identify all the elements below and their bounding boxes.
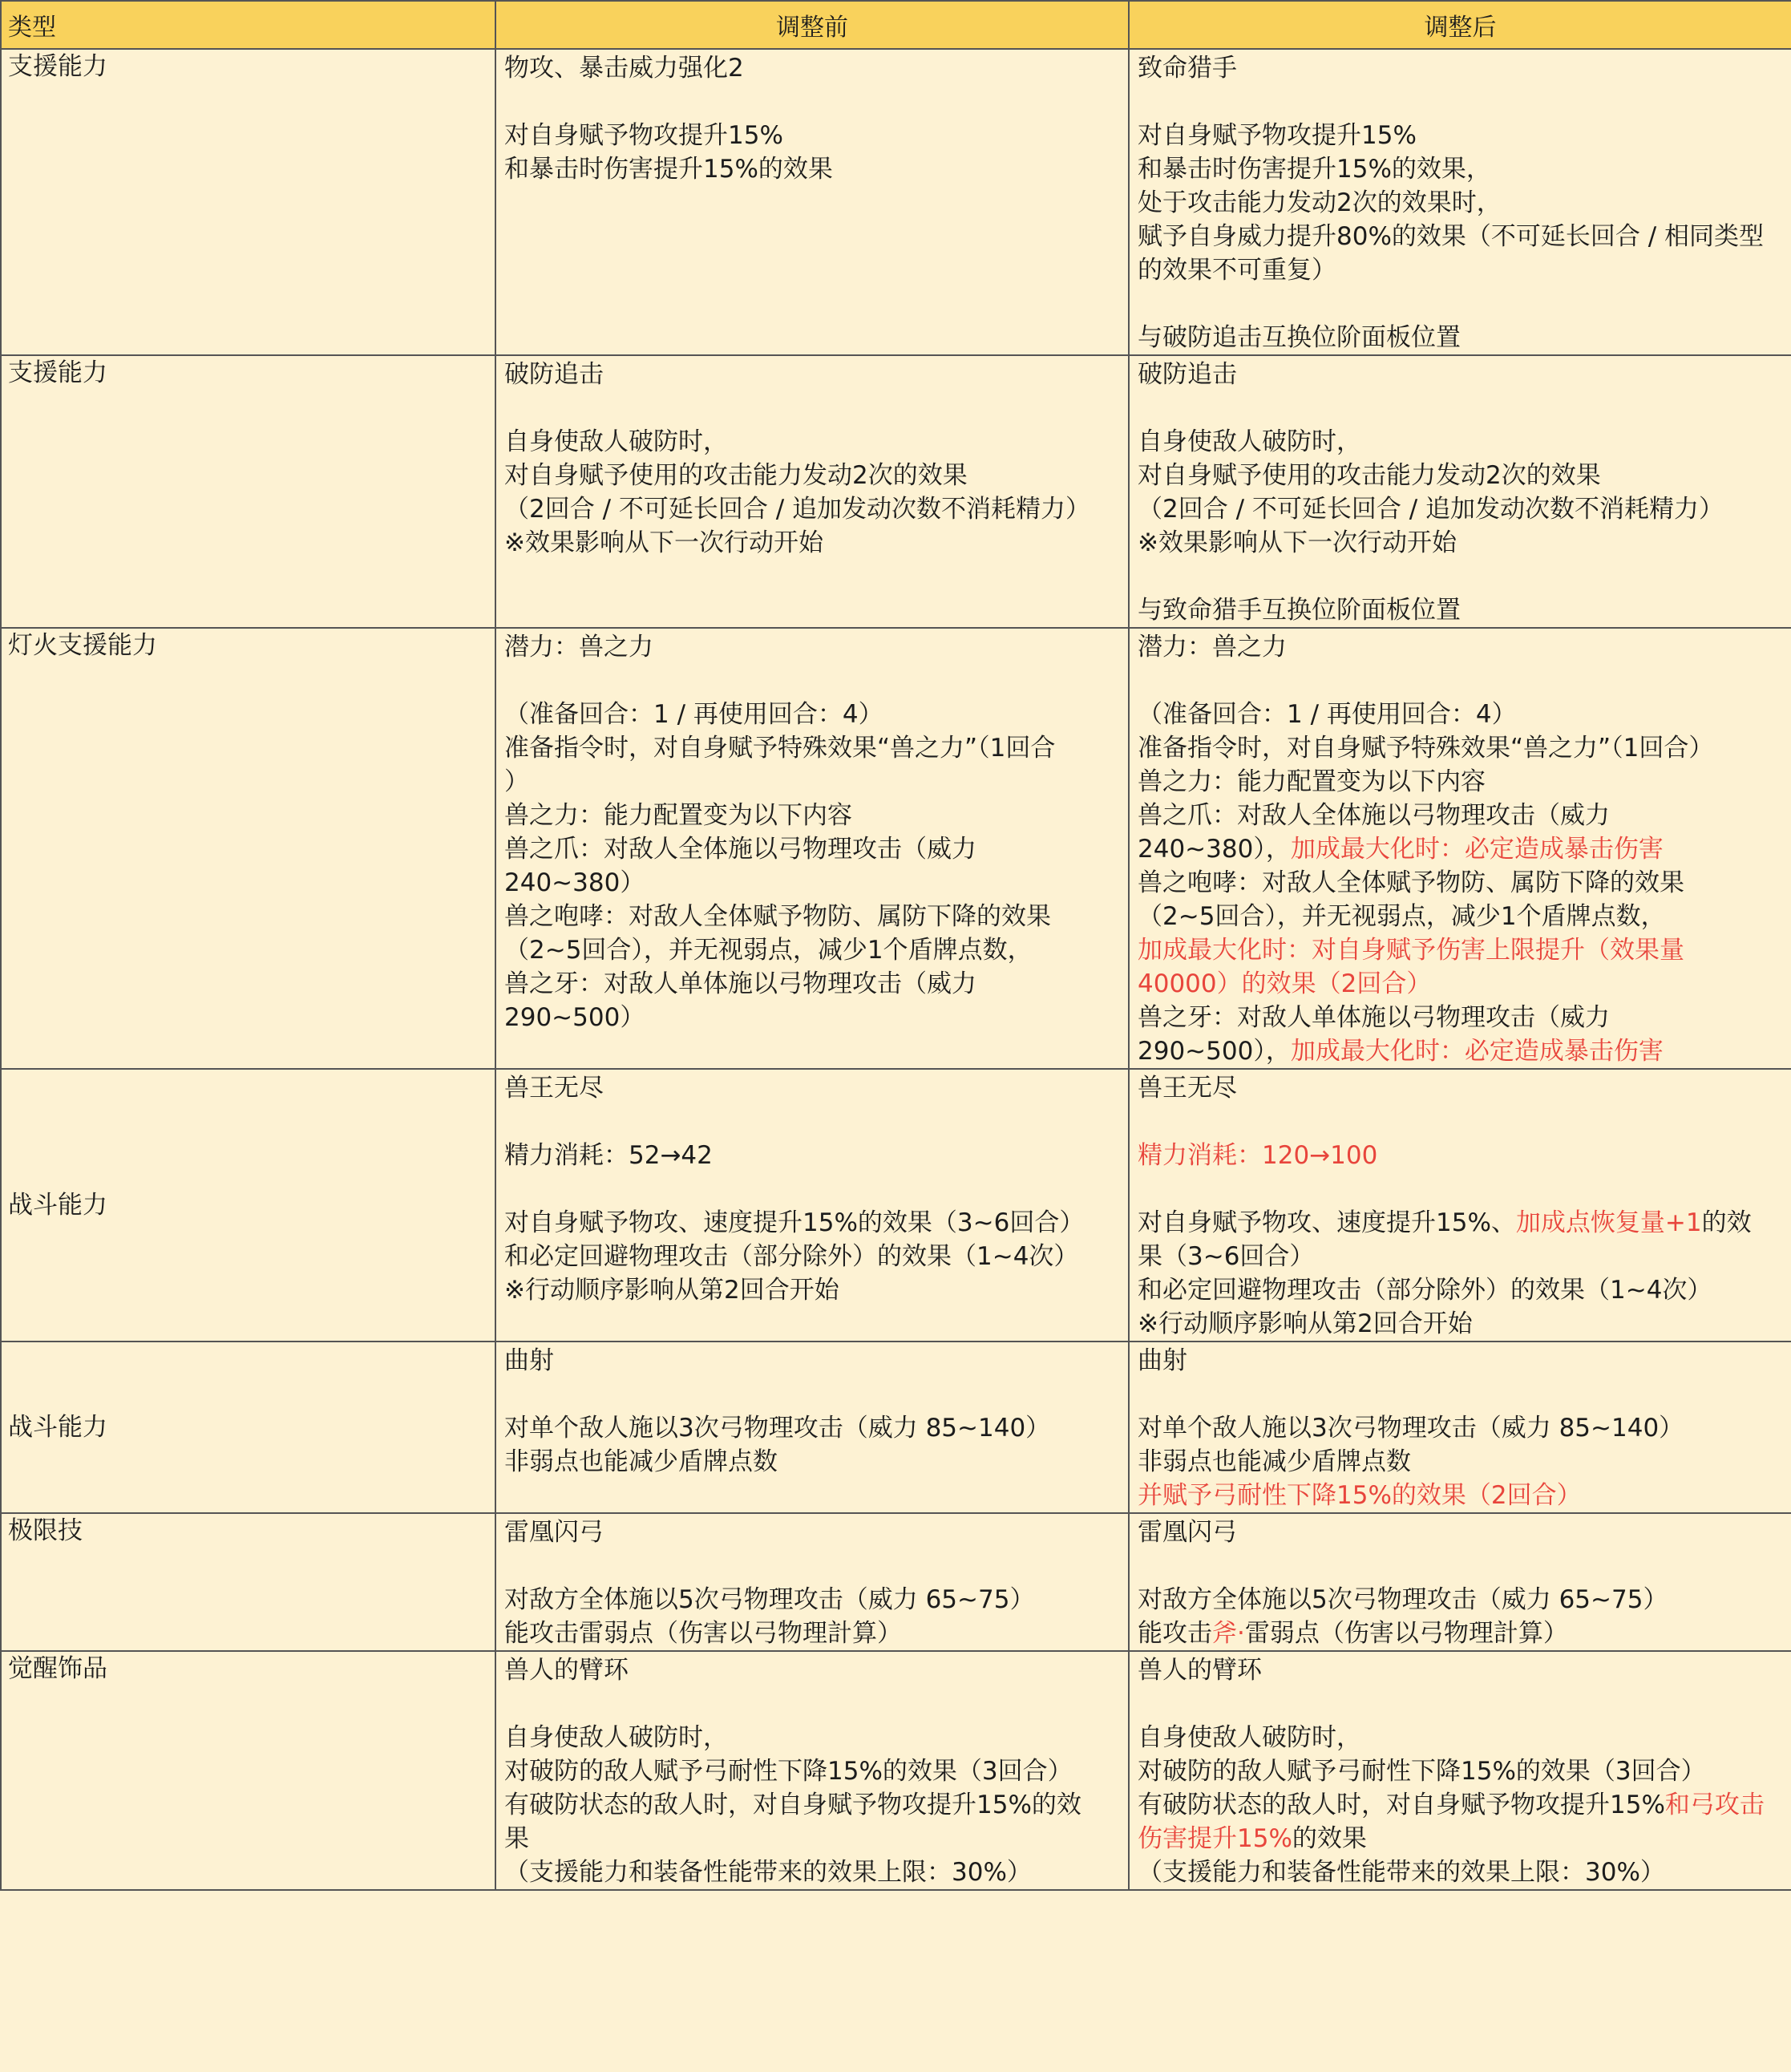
after-line: [1138, 1445, 1783, 1479]
body-text: 290~500），: [1138, 1037, 1291, 1066]
after-line: [1138, 1479, 1783, 1512]
body-text: 与致命猎手互换位阶面板位置: [1138, 596, 1461, 625]
after-line: [1138, 1516, 1783, 1549]
after-line: [1138, 1583, 1783, 1617]
before-line: [504, 900, 1120, 933]
body-text: 和暴击时伤害提升15%的效果，: [1138, 155, 1491, 184]
body-text: 自身使敌人破防时，: [504, 427, 728, 456]
body-text: 对自身赋予物攻提升15%: [1138, 121, 1417, 150]
before-line: [504, 1105, 1120, 1139]
after-line: [1138, 1617, 1783, 1650]
highlight-text: 加成最大化时：必定造成暴击伤害: [1290, 1037, 1664, 1066]
after-line: [1138, 85, 1783, 119]
body-text: 和必定回避物理攻击（部分除外）的效果（1~4次）: [504, 1242, 1079, 1271]
body-text: 兽之力：能力配置变为以下内容: [504, 801, 852, 830]
body-text: 290~500）: [504, 1003, 645, 1032]
before-line: [504, 765, 1120, 799]
before-line: [504, 152, 1120, 186]
after-line: [1138, 1206, 1783, 1240]
body-text: 精力消耗：52→42: [504, 1141, 713, 1170]
before-line: [504, 1687, 1120, 1721]
before-line: [504, 1445, 1120, 1479]
after-line: [1138, 1001, 1783, 1034]
header-type: 类型: [1, 1, 495, 49]
before-line: [504, 526, 1120, 560]
before-line: [504, 799, 1120, 832]
after-line: [1138, 287, 1783, 321]
before-line: [504, 1001, 1120, 1034]
body-text: 兽之牙：对敌人单体施以弓物理攻击（威力: [1138, 1003, 1610, 1032]
after-line: [1138, 1822, 1783, 1855]
before-line: [504, 1721, 1120, 1754]
body-text: 准备指令时，对自身赋予特殊效果“兽之力”（1回合）: [1138, 734, 1714, 763]
body-text: 对单个敌人施以3次弓物理攻击（威力 85~140）: [504, 1414, 1051, 1443]
after-line: [1138, 1273, 1783, 1307]
after-line: [1138, 425, 1783, 459]
before-line: [504, 967, 1120, 1001]
after-line: [1138, 1411, 1783, 1445]
after-line: [1138, 1071, 1783, 1105]
type-cell: 支援能力: [1, 49, 495, 355]
after-line: [1138, 1240, 1783, 1273]
after-line: [1138, 1855, 1783, 1889]
body-text: 果: [504, 1824, 529, 1853]
before-line: [504, 664, 1120, 698]
after-line: [1138, 967, 1783, 1001]
type-cell: 战斗能力: [1, 1342, 495, 1513]
after-line: [1138, 119, 1783, 152]
highlight-text: 40000）的效果（2回合）: [1138, 969, 1432, 998]
body-text: 自身使敌人破防时，: [1138, 1723, 1361, 1752]
before-line: [504, 1583, 1120, 1617]
body-text: 对破防的敌人赋予弓耐性下降15%的效果（3回合）: [1138, 1757, 1706, 1786]
type-cell: 支援能力: [1, 355, 495, 628]
body-text: （准备回合：1 / 再使用回合：4）: [1138, 700, 1517, 729]
after-cell: [1129, 1513, 1791, 1651]
before-cell: [495, 1513, 1129, 1651]
before-line: [504, 1172, 1120, 1206]
after-line: [1138, 731, 1783, 765]
after-line: [1138, 51, 1783, 85]
body-text: 的效果: [1292, 1824, 1367, 1853]
body-text: 准备指令时，对自身赋予特殊效果“兽之力”（1回合: [504, 734, 1056, 763]
after-line: [1138, 1172, 1783, 1206]
after-line: [1138, 933, 1783, 967]
after-line: [1138, 152, 1783, 186]
after-line: [1138, 664, 1783, 698]
body-text: 240~380），: [1138, 835, 1291, 864]
after-line: [1138, 1105, 1783, 1139]
after-line: [1138, 1139, 1783, 1172]
after-line: [1138, 832, 1783, 866]
before-line: [504, 358, 1120, 391]
after-line: [1138, 321, 1783, 354]
after-line: [1138, 253, 1783, 287]
after-line: [1138, 560, 1783, 593]
after-line: [1138, 630, 1783, 664]
highlight-text: 精力消耗：120→100: [1138, 1141, 1378, 1170]
body-text: ※效果影响从下一次行动开始: [504, 528, 823, 557]
body-text: 破防追击: [504, 360, 604, 389]
body-text: 曲射: [504, 1346, 554, 1375]
before-line: [504, 1344, 1120, 1378]
before-line: [504, 425, 1120, 459]
body-text: （2~5回合），并无视弱点，减少1个盾牌点数，: [1138, 902, 1666, 931]
table-row: [1, 628, 1791, 1069]
body-text: 有破防状态的敌人时，对自身赋予物攻提升15%的效: [504, 1791, 1081, 1819]
body-text: （支援能力和装备性能带来的效果上限：30%）: [504, 1858, 1032, 1887]
after-line: [1138, 1378, 1783, 1411]
body-text: 对敌方全体施以5次弓物理攻击（威力 65~75）: [1138, 1585, 1668, 1614]
highlight-text: 并赋予弓耐性下降15%的效果（2回合）: [1138, 1481, 1582, 1510]
body-text: 兽人的臂环: [1138, 1656, 1262, 1685]
body-text: 兽之牙：对敌人单体施以弓物理攻击（威力: [504, 969, 976, 998]
body-text: 兽之爪：对敌人全体施以弓物理攻击（威力: [1138, 801, 1610, 830]
body-text: 非弱点也能减少盾牌点数: [1138, 1447, 1411, 1476]
before-cell: [495, 1069, 1129, 1342]
body-text: （2~5回合），并无视弱点，减少1个盾牌点数，: [504, 936, 1033, 965]
table-row: [1, 49, 1791, 355]
before-line: [504, 391, 1120, 425]
type-cell: 极限技: [1, 1513, 495, 1651]
after-line: [1138, 593, 1783, 627]
after-line: [1138, 492, 1783, 526]
before-line: [504, 1653, 1120, 1687]
before-line: [504, 630, 1120, 664]
before-line: [504, 119, 1120, 152]
body-text: 对敌方全体施以5次弓物理攻击（威力 65~75）: [504, 1585, 1035, 1614]
body-text: 的效: [1701, 1208, 1752, 1237]
after-line: [1138, 186, 1783, 220]
body-text: 曲射: [1138, 1346, 1187, 1375]
before-line: [504, 1788, 1120, 1822]
before-line: [504, 1754, 1120, 1788]
body-text: 兽之力：能力配置变为以下内容: [1138, 767, 1486, 796]
body-text: 对自身赋予使用的攻击能力发动2次的效果: [504, 461, 968, 490]
body-text: 和暴击时伤害提升15%的效果: [504, 155, 833, 184]
after-line: [1138, 765, 1783, 799]
body-text: （2回合 / 不可延长回合 / 追加发动次数不消耗精力）: [504, 495, 1091, 524]
before-line: [504, 1549, 1120, 1583]
body-text: 兽之爪：对敌人全体施以弓物理攻击（威力: [504, 835, 976, 864]
before-line: [504, 1139, 1120, 1172]
highlight-text: 加成最大化时：必定造成暴击伤害: [1290, 835, 1664, 864]
body-text: 自身使敌人破防时，: [504, 1723, 728, 1752]
before-line: [504, 1378, 1120, 1411]
body-text: 能攻击雷弱点（伤害以弓物理計算）: [504, 1619, 902, 1648]
body-text: 物攻、暴击威力强化2: [504, 54, 744, 83]
before-line: [504, 1206, 1120, 1240]
before-line: [504, 933, 1120, 967]
after-cell: [1129, 1651, 1791, 1890]
after-line: [1138, 866, 1783, 900]
body-text: 兽王无尽: [504, 1074, 604, 1103]
body-text: 能攻击: [1138, 1619, 1212, 1648]
body-text: ※行动顺序影响从第2回合开始: [1138, 1309, 1473, 1338]
before-cell: [495, 355, 1129, 628]
before-line: [504, 51, 1120, 85]
body-text: 对破防的敌人赋予弓耐性下降15%的效果（3回合）: [504, 1757, 1073, 1786]
before-line: [504, 1617, 1120, 1650]
before-line: [504, 492, 1120, 526]
table-row: [1, 1069, 1791, 1342]
highlight-text: 伤害提升15%: [1138, 1824, 1292, 1853]
body-text: （准备回合：1 / 再使用回合：4）: [504, 700, 883, 729]
before-cell: [495, 49, 1129, 355]
after-line: [1138, 459, 1783, 492]
highlight-text: 加成点恢复量+1: [1515, 1208, 1702, 1237]
after-line: [1138, 698, 1783, 731]
body-text: （2回合 / 不可延长回合 / 追加发动次数不消耗精力）: [1138, 495, 1724, 524]
body-text: 和必定回避物理攻击（部分除外）的效果（1~4次）: [1138, 1276, 1712, 1305]
body-text: 兽之咆哮：对敌人全体赋予物防、属防下降的效果: [504, 902, 1051, 931]
after-line: [1138, 1788, 1783, 1822]
body-text: 兽人的臂环: [504, 1656, 629, 1685]
body-text: 的效果不可重复）: [1138, 256, 1336, 285]
before-line: [504, 1516, 1120, 1549]
before-line: [504, 1240, 1120, 1273]
body-text: 对自身赋予物攻提升15%: [504, 121, 783, 150]
after-cell: [1129, 1342, 1791, 1513]
after-line: [1138, 1034, 1783, 1068]
body-text: 雷弱点（伤害以弓物理計算）: [1244, 1619, 1568, 1648]
after-line: [1138, 358, 1783, 391]
body-text: 对单个敌人施以3次弓物理攻击（威力 85~140）: [1138, 1414, 1684, 1443]
type-cell: 灯火支援能力: [1, 628, 495, 1069]
before-line: [504, 459, 1120, 492]
before-line: [504, 1273, 1120, 1307]
body-text: ※效果影响从下一次行动开始: [1138, 528, 1457, 557]
before-line: [504, 1411, 1120, 1445]
before-line: [504, 832, 1120, 866]
after-line: [1138, 391, 1783, 425]
body-text: 雷凰闪弓: [504, 1518, 604, 1547]
table-row: [1, 1651, 1791, 1890]
body-text: 非弱点也能减少盾牌点数: [504, 1447, 778, 1476]
highlight-text: 加成最大化时：对自身赋予伤害上限提升（效果量: [1138, 936, 1684, 965]
before-line: [504, 698, 1120, 731]
type-cell: 觉醒饰品: [1, 1651, 495, 1890]
body-text: 自身使敌人破防时，: [1138, 427, 1361, 456]
body-text: 处于攻击能力发动2次的效果时，: [1138, 188, 1502, 217]
body-text: 对自身赋予物攻、速度提升15%的效果（3~6回合）: [504, 1208, 1085, 1237]
highlight-text: 和弓攻击: [1664, 1791, 1765, 1819]
before-cell: [495, 1342, 1129, 1513]
table-row: [1, 355, 1791, 628]
body-text: 破防追击: [1138, 360, 1237, 389]
before-cell: [495, 1651, 1129, 1890]
body-text: （支援能力和装备性能带来的效果上限：30%）: [1138, 1858, 1665, 1887]
after-line: [1138, 1754, 1783, 1788]
body-text: 对自身赋予使用的攻击能力发动2次的效果: [1138, 461, 1601, 490]
body-text: 潜力：兽之力: [1138, 633, 1287, 662]
body-text: 果（3~6回合）: [1138, 1242, 1315, 1271]
after-line: [1138, 220, 1783, 253]
body-text: 赋予自身威力提升80%的效果（不可延长回合 / 相同类型: [1138, 222, 1765, 251]
before-cell: [495, 628, 1129, 1069]
after-cell: [1129, 355, 1791, 628]
after-line: [1138, 1344, 1783, 1378]
after-cell: [1129, 49, 1791, 355]
header-row: [1, 1, 1791, 49]
after-line: [1138, 1653, 1783, 1687]
before-line: [504, 866, 1120, 900]
body-text: 对自身赋予物攻、速度提升15%、: [1138, 1208, 1516, 1237]
body-text: 潜力：兽之力: [504, 633, 653, 662]
header-after: 调整后: [1129, 1, 1791, 49]
before-line: [504, 731, 1120, 765]
after-line: [1138, 1549, 1783, 1583]
header-before: 调整前: [495, 1, 1129, 49]
type-cell: 战斗能力: [1, 1069, 495, 1342]
after-cell: [1129, 628, 1791, 1069]
after-line: [1138, 1307, 1783, 1341]
body-text: ）: [504, 767, 529, 796]
after-line: [1138, 799, 1783, 832]
before-line: [504, 1822, 1120, 1855]
table-row: [1, 1342, 1791, 1513]
after-cell: [1129, 1069, 1791, 1342]
after-line: [1138, 1721, 1783, 1754]
body-text: ※行动顺序影响从第2回合开始: [504, 1276, 839, 1305]
after-line: [1138, 526, 1783, 560]
highlight-text: 斧·: [1212, 1619, 1245, 1648]
body-text: 有破防状态的敌人时，对自身赋予物攻提升15%: [1138, 1791, 1665, 1819]
after-line: [1138, 1687, 1783, 1721]
before-line: [504, 1855, 1120, 1889]
before-line: [504, 85, 1120, 119]
after-line: [1138, 900, 1783, 933]
body-text: 240~380）: [504, 868, 645, 897]
body-text: 与破防追击互换位阶面板位置: [1138, 323, 1461, 352]
body-text: 致命猎手: [1138, 54, 1237, 83]
body-text: 兽之咆哮：对敌人全体赋予物防、属防下降的效果: [1138, 868, 1684, 897]
table-row: [1, 1513, 1791, 1651]
before-line: [504, 1071, 1120, 1105]
body-text: 雷凰闪弓: [1138, 1518, 1237, 1547]
body-text: 兽王无尽: [1138, 1074, 1237, 1103]
